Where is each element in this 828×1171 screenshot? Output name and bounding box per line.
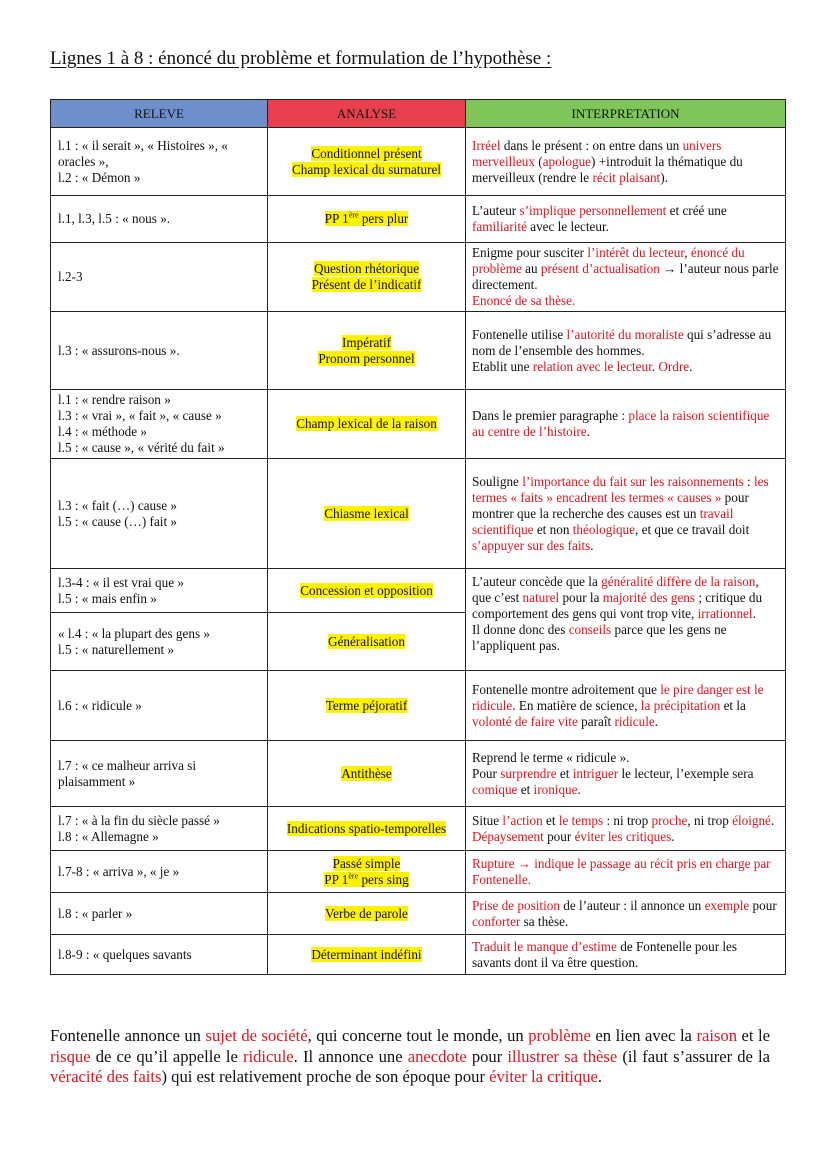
body-text: le lecteur, l’exemple sera (618, 765, 754, 781)
analyse-cell (268, 312, 466, 390)
releve-line: l.2 : « Démon » (58, 169, 141, 185)
body-text: . En matière de science, (512, 697, 641, 713)
column-header-releve: RELEVE (51, 100, 268, 128)
emphasis-text: le pire danger est le ridicule (472, 681, 764, 713)
emphasis-text: conforter (472, 913, 521, 929)
emphasis-text: relation avec le lecteur (532, 358, 652, 374)
releve-cell (51, 935, 268, 975)
analyse-line: Impératif (341, 334, 392, 350)
releve-line: l.8 : « parler » (58, 905, 133, 921)
analyse-line: Déterminant indéfini (311, 946, 422, 962)
table-row (51, 390, 786, 459)
emphasis-text: place la raison scientifique au centre de l’histoire (472, 408, 770, 439)
emphasis-text: anecdote (407, 1046, 467, 1066)
releve-cell (51, 243, 268, 312)
interpretation-cell (466, 390, 786, 459)
table-row (51, 807, 786, 851)
body-text: avec le lecteur. (526, 219, 609, 234)
analyse-cell (268, 807, 466, 851)
body-text: Pour (472, 765, 501, 781)
releve-line: « l.4 : « la plupart des gens » (58, 625, 210, 641)
releve-line: l.1 : « rendre raison » (58, 392, 171, 407)
body-text: . (577, 781, 581, 797)
emphasis-text: raison (696, 1026, 738, 1045)
emphasis-text: majorité des gens (602, 590, 696, 605)
emphasis-text: éviter la critique (489, 1067, 598, 1086)
releve-cell (51, 312, 268, 390)
emphasis-text: les termes « faits » encadrent les termes « causes » (472, 473, 769, 505)
interpretation-cell (466, 196, 786, 243)
body-text: Situe (472, 812, 503, 828)
analysis-table (50, 99, 786, 975)
table-row (51, 459, 786, 569)
emphasis-text: comique (472, 781, 518, 797)
emphasis-text: sujet de société (205, 1026, 308, 1045)
releve-line: l.1 : « il serait », « Histoires », « oracles », (58, 137, 228, 169)
emphasis-text: illustrer sa thèse (507, 1046, 618, 1066)
emphasis-text: Dépaysement (472, 828, 544, 844)
interpretation-cell (466, 741, 786, 807)
body-text: . (654, 713, 659, 729)
emphasis-text: présent d’actualisation (540, 261, 660, 276)
body-text: et (517, 781, 534, 797)
interpretation-cell (466, 243, 786, 312)
body-text: et (556, 765, 573, 781)
body-text: de Fontenelle pour les savants dont il va être question. (472, 938, 738, 970)
body-text: . (752, 606, 756, 621)
emphasis-text: récit plaisant (592, 169, 661, 185)
emphasis-text: volonté de faire vite (472, 713, 578, 729)
emphasis-text: apologue (542, 153, 592, 169)
body-text: paraît (577, 713, 615, 729)
body-text: , (684, 245, 691, 260)
emphasis-text: l’intérêt du lecteur (587, 245, 685, 260)
analyse-line: Concession et opposition (300, 582, 433, 598)
emphasis-text: l’importance du fait sur les raisonnements (522, 473, 744, 489)
emphasis-text: Prise de position (472, 897, 560, 913)
interpretation-cell (466, 312, 786, 390)
emphasis-text: travail scientifique (472, 505, 734, 537)
analyse-cell (268, 935, 466, 975)
analyse-line: Champ lexical du surnaturel (291, 161, 442, 177)
emphasis-text: ridicule (614, 713, 655, 729)
body-text: , que c’est (472, 574, 759, 605)
analyse-line: Chiasme lexical (324, 505, 409, 521)
body-text: et la (720, 697, 746, 713)
emphasis-text: ridicule (242, 1046, 294, 1066)
analyse-cell (268, 893, 466, 935)
body-text: (il faut s’assurer de la (617, 1046, 771, 1066)
body-text: pour montrer que la recherche des causes est un (472, 489, 749, 521)
body-text: . (651, 358, 659, 374)
analyse-line: Passé simple (332, 855, 401, 871)
analyse-cell (268, 128, 466, 196)
releve-cell (51, 613, 268, 671)
body-text: , et que ce travail doit (635, 521, 750, 537)
body-text: Etablit une (472, 358, 533, 374)
body-text: : ni trop (603, 812, 652, 828)
analyse-line: Pronom personnel (318, 350, 415, 366)
emphasis-text: le temps (558, 812, 604, 828)
interpretation-cell (466, 671, 786, 741)
body-text: Fontenelle annonce un (50, 1026, 206, 1045)
body-text: et créé une (666, 203, 727, 218)
body-text: qui s’adresse au nom de l’ensemble des hommes. (472, 326, 772, 358)
releve-cell (51, 893, 268, 935)
analyse-line: Verbe de parole (325, 905, 408, 921)
releve-cell (51, 851, 268, 893)
releve-cell (51, 128, 268, 196)
interpretation-cell (466, 569, 786, 671)
body-text: . (586, 424, 590, 439)
body-text: : (743, 473, 755, 489)
table-row (51, 935, 786, 975)
body-text: au (521, 261, 541, 276)
releve-line: l.4 : « méthode » (58, 424, 148, 439)
body-text: . Il annonce une (293, 1046, 408, 1066)
analyse-line: Terme péjoratif (325, 697, 408, 713)
body-text: pour (543, 828, 575, 844)
interpretation-cell (466, 128, 786, 196)
column-header-analyse: ANALYSE (268, 100, 466, 128)
body-text: en lien avec la (590, 1026, 697, 1045)
emphasis-text: s’appuyer sur des faits (472, 537, 591, 553)
releve-line: l.1, l.3, l.5 : « nous ». (58, 211, 171, 226)
body-text: dans le présent : on entre dans un (500, 137, 683, 153)
releve-line: l.3 : « assurons-nous ». (58, 342, 180, 358)
emphasis-text: intriguer (572, 765, 619, 781)
body-text: de ce qu’il appelle le (90, 1046, 243, 1066)
body-text: Souligne (472, 473, 523, 489)
body-text: . (597, 1067, 603, 1086)
releve-line: l.6 : « ridicule » (58, 697, 142, 713)
releve-cell (51, 807, 268, 851)
table-row (51, 569, 786, 613)
analyse-line: Conditionnel présent (311, 145, 422, 161)
body-text: , ni trop (687, 812, 733, 828)
emphasis-text: Enoncé de sa thèse. (472, 293, 576, 308)
body-text: sa thèse. (520, 913, 569, 929)
releve-line: l.5 : « naturellement » (58, 641, 175, 657)
interpretation-cell (466, 893, 786, 935)
releve-cell (51, 671, 268, 741)
analyse-line: PP 1ère pers plur (324, 210, 409, 226)
body-text: Reprend le terme « ridicule ». (472, 749, 630, 765)
analyse-line: PP 1ère pers sing (324, 871, 409, 887)
releve-line: l.7 : « à la fin du siècle passé » (58, 812, 220, 828)
emphasis-text: Rupture → indique le passage au récit pris en charge par Fontenelle. (472, 855, 771, 887)
releve-line: l.7 : « ce malheur arriva si plaisamment » (58, 757, 197, 789)
emphasis-text: théologique (572, 521, 635, 537)
body-text: . (689, 358, 693, 374)
analyse-line: Question rhétorique (313, 261, 420, 276)
analyse-line: Présent de l’indicatif (311, 277, 422, 292)
body-text: pour (466, 1046, 508, 1066)
body-text: . (671, 828, 675, 844)
analyse-cell (268, 459, 466, 569)
releve-line: l.3 : « vrai », « fait », « cause » (58, 408, 222, 423)
table-header-row (51, 100, 786, 128)
emphasis-text: irrationnel (697, 606, 753, 621)
body-text: parce que les gens ne l’appliquent pas. (472, 622, 727, 653)
emphasis-text: éloigné (732, 812, 771, 828)
body-text: L’auteur (472, 203, 520, 218)
table-row (51, 893, 786, 935)
releve-line: l.5 : « cause (…) fait » (58, 513, 178, 529)
emphasis-text: surprendre (500, 765, 557, 781)
emphasis-text: l’action (502, 812, 543, 828)
emphasis-text: exemple (704, 897, 750, 913)
releve-line: l.8 : « Allemagne » (58, 828, 159, 844)
emphasis-text: univers merveilleux (472, 137, 722, 169)
body-text: ). (660, 169, 668, 185)
releve-cell (51, 196, 268, 243)
analyse-cell (268, 741, 466, 807)
releve-line: l.5 : « mais enfin » (58, 590, 157, 606)
interpretation-cell (466, 851, 786, 893)
emphasis-text: conseils (568, 622, 612, 637)
conclusion-paragraph (50, 1026, 770, 1088)
interpretation-cell (466, 807, 786, 851)
emphasis-text: Traduit le manque d’estime (472, 938, 617, 954)
analyse-cell (268, 569, 466, 613)
body-text: ) +introduit la thématique du merveilleux (rendre le (472, 153, 743, 185)
body-text: → l’auteur nous parle directement. (472, 261, 779, 292)
analyse-cell (268, 613, 466, 671)
releve-line: l.3-4 : « il est vrai que » (58, 574, 184, 590)
releve-line: l.8-9 : « quelques savants (58, 946, 192, 962)
releve-line: l.7-8 : « arriva », « je » (58, 863, 180, 879)
analyse-cell (268, 196, 466, 243)
body-text: et non (533, 521, 573, 537)
body-text: . (590, 537, 594, 553)
body-text: ; critique du comportement des gens qui vont trop vite, (472, 590, 763, 621)
body-text: de l’auteur : il annonce un (559, 897, 705, 913)
analyse-cell (268, 390, 466, 459)
body-text: pour (749, 897, 777, 913)
releve-line: l.3 : « fait (…) cause » (58, 497, 178, 513)
body-text: Fontenelle montre adroitement que (472, 681, 661, 697)
emphasis-text: risque (50, 1046, 91, 1066)
body-text: ) qui est relativement proche de son époque pour (161, 1067, 490, 1086)
emphasis-text: énoncé du problème (472, 245, 745, 276)
table-row (51, 196, 786, 243)
analyse-cell (268, 243, 466, 312)
emphasis-text: familiarité (472, 219, 527, 234)
releve-cell (51, 741, 268, 807)
releve-cell (51, 390, 268, 459)
body-text: L’auteur concède que la (472, 574, 602, 589)
analyse-cell (268, 851, 466, 893)
releve-cell (51, 569, 268, 613)
emphasis-text: véracité des faits (50, 1067, 162, 1086)
emphasis-text: la précipitation (640, 697, 721, 713)
emphasis-text: ironique (533, 781, 578, 797)
table-row (51, 128, 786, 196)
analyse-line: Champ lexical de la raison (296, 416, 437, 431)
table-row (51, 312, 786, 390)
releve-line: l.2-3 (58, 269, 83, 284)
table-row (51, 741, 786, 807)
emphasis-text: généralité diffère de la raison (601, 574, 756, 589)
analyse-cell (268, 671, 466, 741)
page-heading: Lignes 1 à 8 : énoncé du problème et formulation de l’hypothèse : (50, 48, 552, 69)
table-row (51, 243, 786, 312)
body-text: Il donne donc des (472, 622, 569, 637)
interpretation-cell (466, 459, 786, 569)
body-text: , qui concerne tout le monde, un (307, 1026, 529, 1045)
table-row (51, 671, 786, 741)
interpretation-cell (466, 935, 786, 975)
emphasis-text: l’autorité du moraliste (566, 326, 684, 342)
analyse-line: Antithèse (341, 765, 392, 781)
body-text: et (542, 812, 559, 828)
body-text: Fontenelle utilise (472, 326, 567, 342)
releve-line: l.5 : « cause », « vérité du fait » (58, 440, 225, 455)
body-text: ( (534, 153, 543, 169)
releve-cell (51, 459, 268, 569)
analyse-line: Indications spatio-temporelles (286, 820, 447, 836)
emphasis-text: éviter les critiques (574, 828, 672, 844)
emphasis-text: Irréel (472, 137, 501, 153)
body-text: Enigme pour susciter (472, 245, 588, 260)
emphasis-text: proche (651, 812, 688, 828)
column-header-interpretation: INTERPRETATION (466, 100, 786, 128)
emphasis-text: s’implique personnellement (519, 203, 667, 218)
analyse-line: Généralisation (328, 633, 405, 649)
body-text: . (770, 812, 775, 828)
body-text: et le (737, 1026, 771, 1045)
emphasis-text: naturel (522, 590, 560, 605)
emphasis-text: problème (528, 1026, 591, 1045)
body-text: pour la (559, 590, 603, 605)
body-text: Dans le premier paragraphe : (472, 408, 629, 423)
table-row (51, 851, 786, 893)
emphasis-text: Ordre (658, 358, 690, 374)
